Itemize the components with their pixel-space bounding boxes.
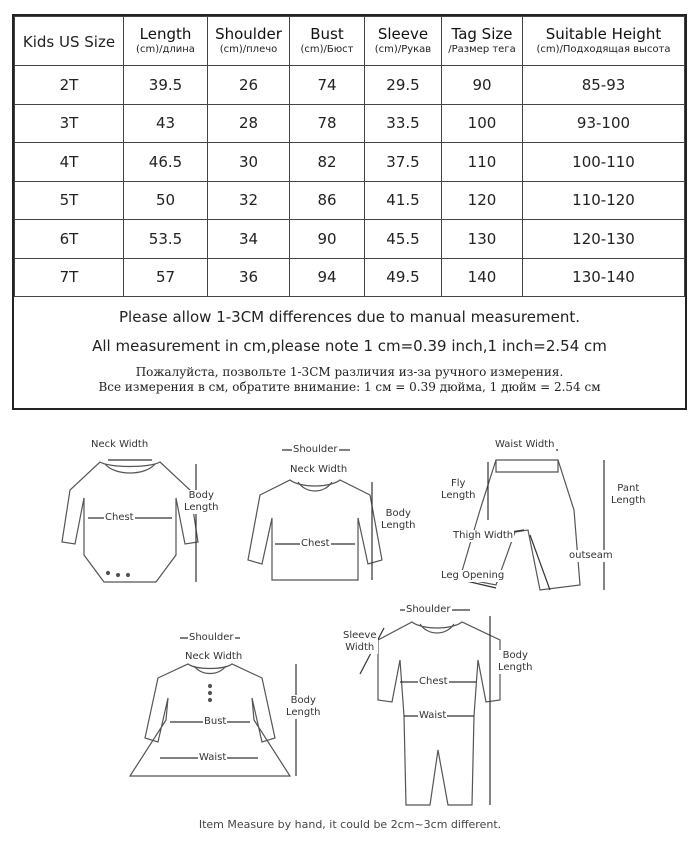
pants-illustration <box>460 450 604 590</box>
table-cell: 110-120 <box>523 181 685 220</box>
table-cell: 82 <box>290 143 365 182</box>
dress-body-length-label: Body Length <box>286 695 321 718</box>
table-cell: 49.5 <box>365 258 442 297</box>
table-cell: 74 <box>290 66 365 105</box>
table-cell: 85-93 <box>523 66 685 105</box>
romper-body-length-label: Body Length <box>498 650 533 673</box>
table-cell: 5T <box>15 181 124 220</box>
table-cell: 130-140 <box>523 258 685 297</box>
bodysuit-neck-width-label: Neck Width <box>91 439 149 450</box>
pants-outseam-label: outseam <box>569 550 613 561</box>
header-bust: Bust (cm)/Бюст <box>290 17 365 66</box>
measurement-notes <box>14 308 685 395</box>
table-cell: 30 <box>208 143 290 182</box>
bodysuit-chest-label: Chest <box>105 512 134 523</box>
table-row <box>15 258 685 297</box>
table-cell: 90 <box>442 66 523 105</box>
table-cell: 78 <box>290 104 365 143</box>
table-cell: 3T <box>15 104 124 143</box>
table-row <box>15 104 685 143</box>
table-cell: 33.5 <box>365 104 442 143</box>
pants-thigh-width-label: Thigh Width <box>453 530 514 541</box>
table-cell: 45.5 <box>365 220 442 259</box>
table-cell: 6T <box>15 220 124 259</box>
table-cell: 120-130 <box>523 220 685 259</box>
table-cell: 41.5 <box>365 181 442 220</box>
table-cell: 2T <box>15 66 124 105</box>
tshirt-neck-width-label: Neck Width <box>290 464 348 475</box>
table-cell: 50 <box>124 181 208 220</box>
table-row <box>15 143 685 182</box>
romper-chest-label: Chest <box>419 676 448 687</box>
note-english-1: Please allow 1-3CM differences due to manual measurement. <box>119 308 580 326</box>
pants-fly-length-label: Fly Length <box>441 478 476 501</box>
footer-note: Item Measure by hand, it could be 2cm~3cm different. <box>198 818 502 831</box>
header-shoulder: Shoulder (cm)/плечо <box>208 17 290 66</box>
table-cell: 34 <box>208 220 290 259</box>
pants-leg-opening-label: Leg Opening <box>441 570 505 581</box>
table-cell: 100-110 <box>523 143 685 182</box>
table-cell: 140 <box>442 258 523 297</box>
dress-neck-width-label: Neck Width <box>185 651 243 662</box>
table-cell: 7T <box>15 258 124 297</box>
size-chart-table <box>12 14 687 410</box>
table-cell: 32 <box>208 181 290 220</box>
table-cell: 39.5 <box>124 66 208 105</box>
table-cell: 94 <box>290 258 365 297</box>
table-header-row <box>15 17 685 66</box>
table-cell: 120 <box>442 181 523 220</box>
table-cell: 37.5 <box>365 143 442 182</box>
pants-waist-width-label: Waist Width <box>495 439 555 450</box>
table-cell: 26 <box>208 66 290 105</box>
table-cell: 86 <box>290 181 365 220</box>
tshirt-chest-label: Chest <box>301 538 330 549</box>
header-sleeve: Sleeve (cm)/Рукав <box>365 17 442 66</box>
table-cell: 110 <box>442 143 523 182</box>
table-cell: 4T <box>15 143 124 182</box>
table-cell: 28 <box>208 104 290 143</box>
header-tag-size: Tag Size /Размер тега <box>442 17 523 66</box>
table-cell: 57 <box>124 258 208 297</box>
measurement-diagrams <box>0 420 700 844</box>
note-russian-1: Пожалуйста, позвольте 1-3CM различия из-за ручного измерения. <box>135 365 564 379</box>
table-cell: 53.5 <box>124 220 208 259</box>
note-russian-2: Все измерения в см, обратите внимание: 1 см = 0.39 дюйма, 1 дюйм = 2.54 см <box>98 380 601 394</box>
header-length: Length (cm)/длина <box>124 17 208 66</box>
table-row <box>15 220 685 259</box>
tshirt-body-length-label: Body Length <box>381 508 416 531</box>
table-row <box>15 181 685 220</box>
table-cell: 43 <box>124 104 208 143</box>
tshirt-shoulder-label: Shoulder <box>293 444 338 455</box>
romper-shoulder-label: Shoulder <box>406 604 451 615</box>
bodysuit-body-length-label: Body Length <box>184 490 219 513</box>
table-cell: 90 <box>290 220 365 259</box>
romper-illustration <box>360 610 500 805</box>
table-cell: 100 <box>442 104 523 143</box>
header-kids-us-size: Kids US Size <box>15 17 124 66</box>
table-cell: 93-100 <box>523 104 685 143</box>
table-row <box>15 66 685 105</box>
table-cell: 36 <box>208 258 290 297</box>
table-cell: 29.5 <box>365 66 442 105</box>
dress-bust-label: Bust <box>204 716 227 727</box>
dress-waist-label: Waist <box>199 752 227 763</box>
header-suitable-height: Suitable Height (cm)/Подходящая высота <box>523 17 685 66</box>
pants-pant-length-label: Pant Length <box>611 483 646 506</box>
romper-sleeve-width-label: Sleeve Width <box>343 630 377 653</box>
note-english-2: All measurement in cm,please note 1 cm=0.39 inch,1 inch=2.54 cm <box>92 337 607 355</box>
romper-waist-label: Waist <box>419 710 447 721</box>
table-cell: 46.5 <box>124 143 208 182</box>
table-cell: 130 <box>442 220 523 259</box>
dress-shoulder-label: Shoulder <box>189 632 234 643</box>
